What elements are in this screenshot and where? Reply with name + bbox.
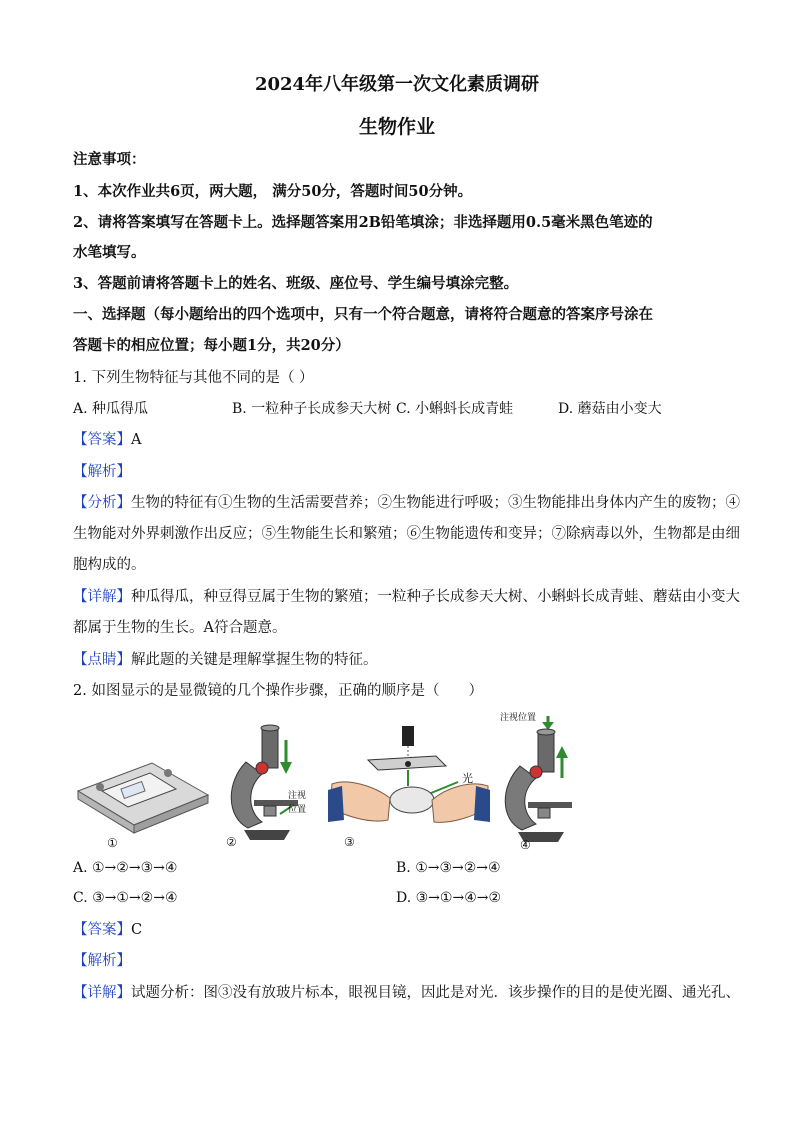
q2-option-b: B. ①→③→②→④ [396, 860, 501, 876]
section-heading-line2: 答题卡的相应位置；每小题1分，共20分） [73, 337, 350, 354]
q1-fenxi-line1 [73, 493, 740, 513]
microscope-step-4-figure [490, 708, 590, 850]
answer-tag: 【答案】 [73, 922, 131, 938]
figure-label-3: ③ [344, 835, 355, 849]
q1-fenxi-line2: 生物能对外界刺激作出反应；⑤生物能生长和繁殖；⑥生物能遗传和变异；⑦除病毒以外，生物都是由细 [73, 526, 740, 542]
q1-option-a: A. 种瓜得瓜 [73, 401, 149, 417]
section-heading-line1: 一、选择题（每小题给出的四个选项中，只有一个符合题意，请将符合题意的答案序号涂在 [73, 306, 653, 323]
answer-tag: 【答案】 [73, 432, 131, 448]
detail-tag: 【详解】 [73, 985, 131, 1001]
q2-stem: 2. 如图显示的是显微镜的几个操作步骤，正确的顺序是（ ） [73, 683, 483, 699]
q1-detail-line2: 都属于生物的生长。A符合题意。 [73, 620, 287, 636]
q1-option-b: B. 一粒种子长成参天大树 [232, 401, 392, 417]
fenxi-text: 生物的特征有①生物的生活需要营养；②生物能进行呼吸；③生物能排出身体内产生的废物；④ [131, 495, 740, 511]
q2-answer [73, 920, 733, 940]
answer-value: C [131, 922, 143, 938]
analysis-tag: 【解析】 [73, 953, 131, 969]
q1-option-c: C. 小蝌蚪长成青蛙 [396, 401, 514, 417]
figure-label-1: ① [107, 836, 118, 849]
microscope-step-2-figure [218, 722, 318, 850]
note-guang: 光 [462, 772, 473, 785]
q2-option-a: A. ①→②→③→④ [73, 860, 178, 876]
q1-answer [73, 430, 733, 450]
answer-value: A [131, 432, 142, 448]
dianjing-tag: 【点睛】 [73, 652, 131, 668]
analysis-tag: 【解析】 [73, 464, 131, 480]
document-subtitle: 生物作业 [358, 116, 435, 138]
detail-text: 种瓜得瓜，种豆得豆属于生物的繁殖；一粒种子长成参天大树、小蝌蚪长成青蛙、蘑菇由小变大 [131, 589, 740, 605]
microscope-step-3-figure [328, 724, 490, 850]
note-weizhi: 位置 [288, 805, 307, 815]
fenxi-tag: 【分析】 [73, 495, 131, 511]
note-zhushi-top: 注视位置 [500, 713, 537, 723]
figure-label-2: ② [226, 835, 237, 849]
detail-text: 试题分析：图③没有放玻片标本，眼视目镜，因此是对光．该步操作的目的是使光圈、通光孔、 [131, 985, 740, 1001]
notice-item-2: 2、请将答案填写在答题卡上。选择题答案用2B铅笔填涂；非选择题用0.5毫米黑色笔迹的 [73, 214, 653, 231]
document-title: 2024年八年级第一次文化素质调研 [254, 74, 540, 95]
q1-detail-line1 [73, 587, 740, 607]
q1-fenxi-line3: 胞构成的。 [73, 557, 146, 573]
notice-heading: 注意事项： [73, 151, 146, 168]
q2-option-c: C. ③→①→②→④ [73, 890, 178, 906]
q2-analysis [73, 951, 733, 971]
q1-option-d: D. 蘑菇由小变大 [558, 401, 662, 417]
notice-item-3: 3、答题前请将答题卡上的姓名、班级、座位号、学生编号填涂完整。 [73, 275, 519, 292]
q2-detail [73, 983, 740, 1003]
notice-item-2-cont: 水笔填写。 [73, 244, 146, 261]
microscope-step-1-figure [72, 745, 212, 849]
note-zhushi: 注视 [288, 791, 307, 801]
q1-stem: 1. 下列生物特征与其他不同的是（ ） [73, 370, 314, 386]
notice-item-1: 1、本次作业共6页，两大题， 满分50分，答题时间50分钟。 [73, 183, 473, 200]
q1-dianjing [73, 650, 733, 670]
q2-option-d: D. ③→①→④→② [396, 890, 502, 906]
dianjing-text: 解此题的关键是理解掌握生物的特征。 [131, 652, 378, 668]
figure-label-4: ④ [520, 838, 531, 850]
detail-tag: 【详解】 [73, 589, 131, 605]
q1-analysis [73, 462, 733, 482]
